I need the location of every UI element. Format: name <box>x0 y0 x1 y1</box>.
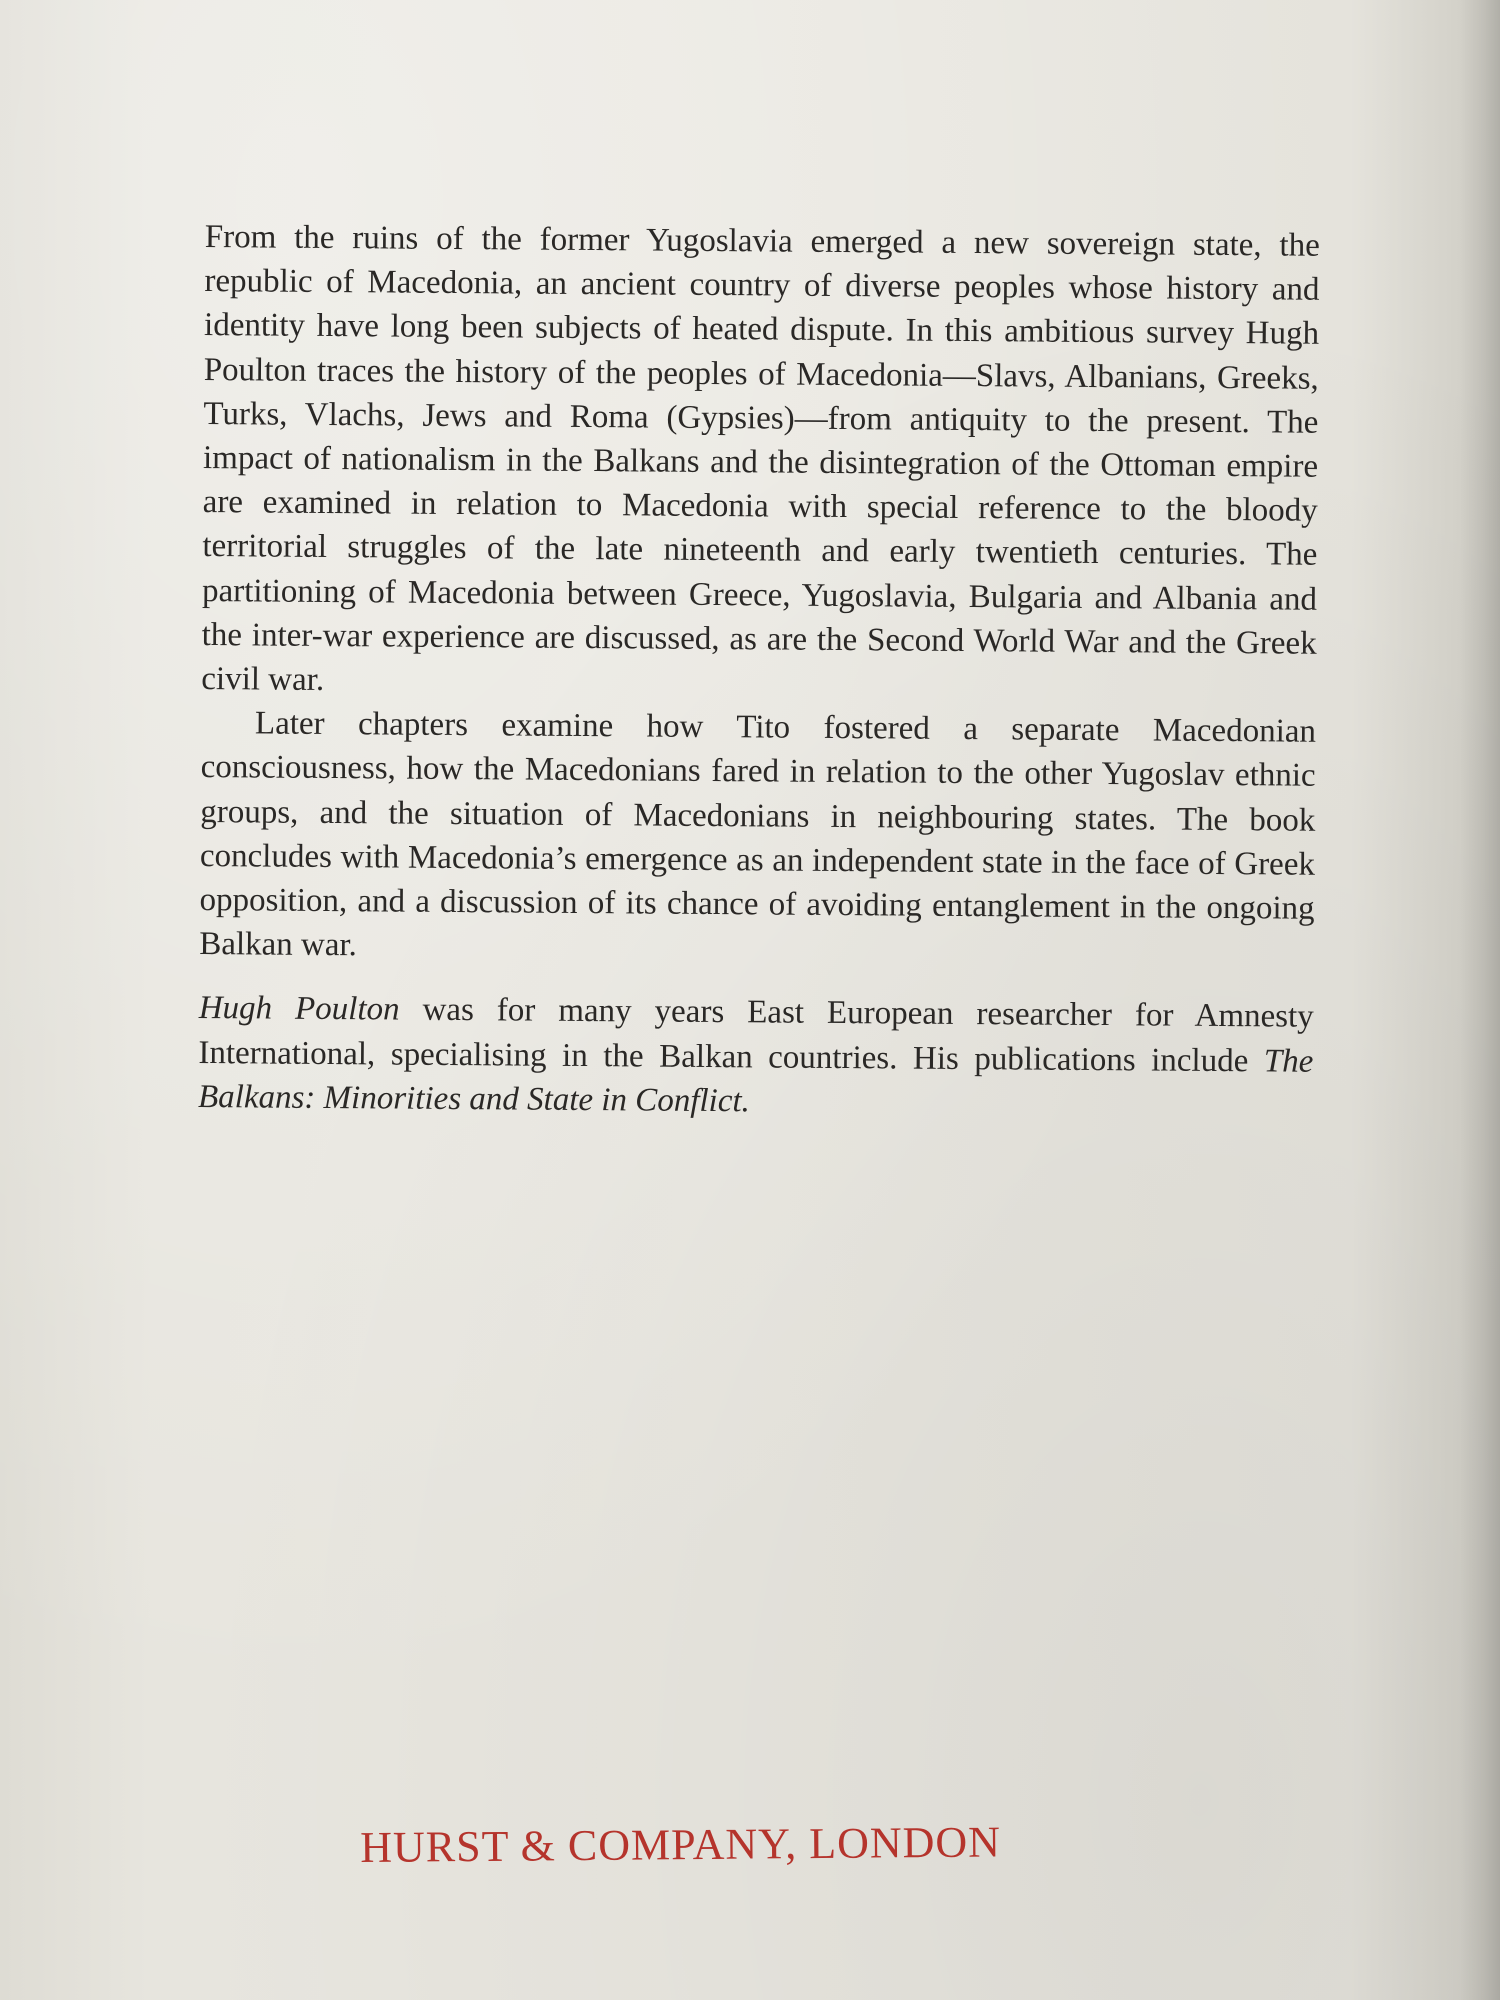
publisher-imprint: HURST & COMPANY, LONDON <box>360 1817 1002 1872</box>
blurb-paragraph-intro: From the ruins of the former Yugoslavia emerged a new sovereign state, the republic of Macedonia, an ancient country of diverse peoples whose history and identity have long been subjects of heated dispute. In this ambitious survey Hugh Poulton traces the history of the peoples of Macedonia—Slavs, Albanians, Greeks, Turks, Vlachs, Jews and Roma (Gypsies)—from antiquity to the present. The impact of nationalism in the Balkans and the disintegration of the Ottoman empire are examined in relation to Macedonia with special reference to the bloody territorial struggles of the late nineteenth and early twentieth centuries. The partitioning of Macedonia between Greece, Yugoslavia, Bulgaria and Albania and the inter-war experience are discussed, as are the Second World War and the Greek civil war. <box>201 218 1320 698</box>
author-bio <box>198 986 1314 1127</box>
book-title: The Balkans: Minorities and State in Conflict. <box>197 1042 1314 1120</box>
blurb-text <box>198 215 1320 1128</box>
blurb-paragraph-later-chapters: Later chapters examine how Tito fostered a separate Macedonian consciousness, how the Macedonians fared in relation to the other Yugoslav ethnic groups, and the situation of Macedonians in neighbouring states. The book concludes with Macedonia’s emergence as an independent state in the face of Greek opposition, and a discussion of its chance of avoiding entanglement in the ongoing Balkan war. <box>199 705 1317 964</box>
cover-edge-shadow <box>1460 0 1500 2000</box>
author-bio-text: was for many years East European researcher for Amnesty International, specialising in the Balkan countries. His publications include <box>198 992 1314 1079</box>
author-name: Hugh Poulton <box>198 990 400 1029</box>
